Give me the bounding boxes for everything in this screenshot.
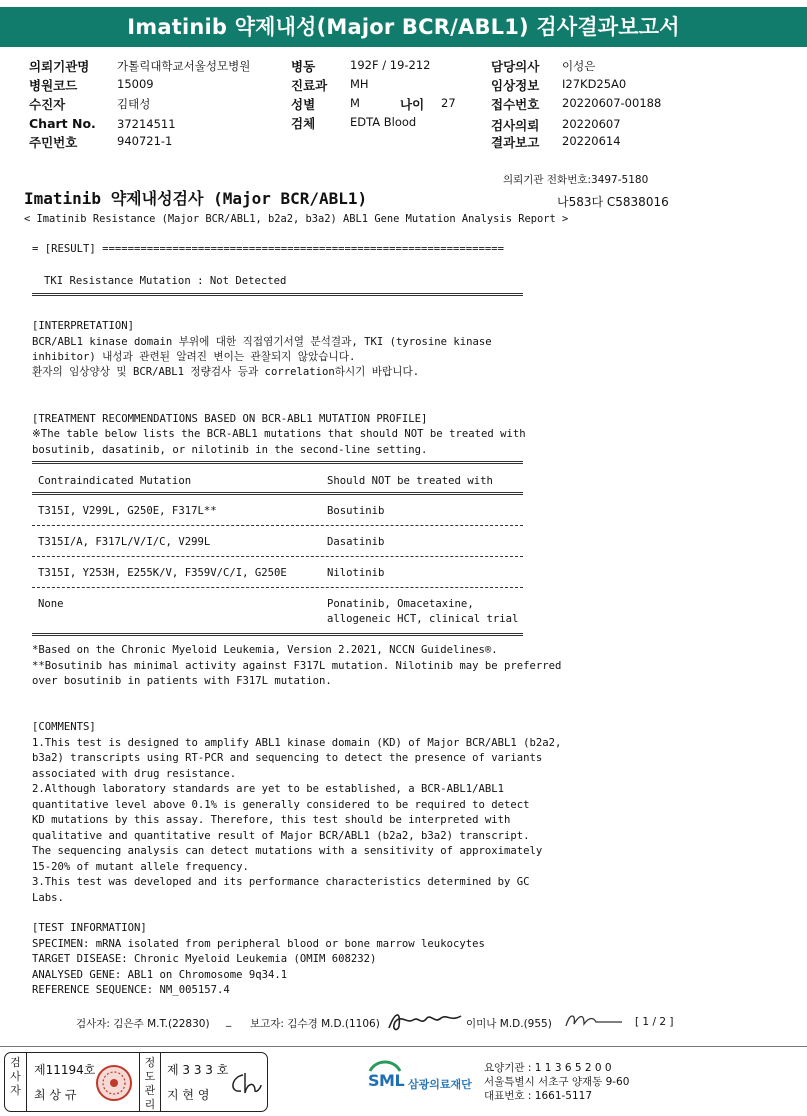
table-row-drug: Ponatinib, Omacetaxine, bbox=[327, 598, 474, 610]
comments-line: The sequencing analysis can detect mutations with a sensitivity of approximately bbox=[32, 845, 543, 857]
value-patient: 김태성 bbox=[117, 97, 151, 111]
interpretation-line: 환자의 임상양상 및 BCR/ABL1 정량검사 등과 correlation하시기 바랍니다. bbox=[32, 366, 420, 378]
treatment-note: ※The table below lists the BCR-ABL1 mutations that should NOT be treated with bbox=[32, 428, 526, 440]
table-row-drug: allogeneic HCT, clinical trial bbox=[327, 613, 519, 625]
table-row-drug: Dasatinib bbox=[327, 536, 385, 548]
footnote: **Bosutinib has minimal activity against F317L mutation. Nilotinib may be preferred bbox=[32, 660, 562, 672]
lab-info bbox=[484, 1061, 629, 1103]
third-signature: 이미나 M.D.(955) bbox=[466, 1018, 552, 1030]
value-request-date: 20220607 bbox=[562, 117, 621, 131]
label-specimen: 검체 bbox=[291, 116, 316, 131]
inspector-number: 제11194호 bbox=[34, 1063, 96, 1077]
test-info-line: REFERENCE SEQUENCE: NM_005157.4 bbox=[32, 984, 230, 996]
page-indicator: [ 1 / 2 ] bbox=[635, 1016, 674, 1028]
label-patient: 수진자 bbox=[29, 97, 66, 112]
divider bbox=[32, 587, 523, 588]
signature-dash: _ bbox=[226, 1015, 232, 1027]
report-title: Imatinib 약제내성검사 (Major BCR/ABL1) bbox=[24, 189, 368, 208]
certification-stamps bbox=[4, 1052, 268, 1112]
comments-line: Labs. bbox=[32, 892, 64, 904]
table-row-mutation: T315I/A, F317L/V/I/C, V299L bbox=[38, 536, 211, 548]
divider bbox=[32, 492, 523, 495]
value-physician: 이성은 bbox=[562, 59, 596, 73]
handwritten-signature bbox=[562, 1008, 626, 1032]
logo-text: SML bbox=[368, 1071, 405, 1090]
test-info-line: TARGET DISEASE: Chronic Myeloid Leukemia (OMIM 608232) bbox=[32, 953, 377, 965]
treatment-note: bosutinib, dasatinib, or nilotinib in the second-line setting. bbox=[32, 444, 428, 456]
divider bbox=[32, 633, 523, 636]
comments-header: [COMMENTS] bbox=[32, 721, 96, 733]
value-sex: M bbox=[350, 96, 360, 110]
label-physician: 담당의사 bbox=[491, 59, 540, 74]
label-sex: 성별 bbox=[291, 97, 316, 112]
value-age: 27 bbox=[441, 96, 456, 110]
table-header-mutation: Contraindicated Mutation bbox=[38, 475, 192, 487]
inspector-name: 최 상 규 bbox=[34, 1088, 77, 1102]
table-row-mutation: T315I, Y253H, E255K/V, F359V/C/I, G250E bbox=[38, 567, 287, 579]
logo-org: 삼광의료재단 bbox=[408, 1078, 472, 1091]
quality-label: 정도관리 bbox=[139, 1053, 161, 1111]
value-hospital-code: 15009 bbox=[117, 77, 154, 91]
test-info-header: [TEST INFORMATION] bbox=[32, 922, 147, 934]
tester-signature: 검사자: 김은주 M.T.(22830) bbox=[76, 1018, 210, 1030]
value-chart-no: 37214511 bbox=[117, 117, 176, 131]
value-report-date: 20220614 bbox=[562, 134, 621, 148]
label-department: 진료과 bbox=[291, 78, 328, 93]
comments-line: 2.Although laboratory standards are yet to be established, a BCR-ABL1/ABL1 bbox=[32, 783, 504, 795]
value-clinical-info: I27KD25A0 bbox=[562, 77, 627, 91]
table-header-drug: Should NOT be treated with bbox=[327, 475, 493, 487]
divider bbox=[32, 525, 523, 526]
label-ward: 병동 bbox=[291, 59, 316, 74]
divider bbox=[32, 461, 523, 464]
value-receipt-no: 20220607-00188 bbox=[562, 96, 662, 110]
handwritten-signature bbox=[227, 1069, 263, 1099]
label-clinical-info: 임상정보 bbox=[491, 78, 540, 93]
footer bbox=[0, 1046, 807, 1116]
label-receipt-no: 접수번호 bbox=[491, 97, 540, 112]
treatment-header: [TREATMENT RECOMMENDATIONS BASED ON BCR-ABL1 MUTATION PROFILE] bbox=[32, 413, 428, 425]
table-row-mutation: None bbox=[38, 598, 64, 610]
lab-phone: 대표번호 : 1661-5117 bbox=[484, 1090, 593, 1102]
footnote: over bosutinib in patients with F317L mutation. bbox=[32, 675, 332, 687]
interpretation-line: inhibitor) 내성과 관련된 알려진 변이는 관찰되지 않았습니다. bbox=[32, 351, 356, 363]
test-info-line: ANALYSED GENE: ABL1 on Chromosome 9q34.1 bbox=[32, 969, 288, 981]
result-header: = [RESULT] =============================================================== bbox=[32, 243, 504, 255]
interpretation-header: [INTERPRETATION] bbox=[32, 320, 135, 332]
quality-name: 지 현 영 bbox=[167, 1088, 210, 1102]
label-chart-no: Chart No. bbox=[29, 116, 96, 131]
table-row-mutation: T315I, V299L, G250E, F317L** bbox=[38, 505, 217, 517]
report-code: 나583다 C5838016 bbox=[557, 195, 669, 209]
report-banner: Imatinib 약제내성(Major BCR/ABL1) 검사결과보고서 bbox=[0, 7, 807, 47]
interpretation-line: BCR/ABL1 kinase domain 부위에 대한 직접염기서열 분석결과, TKI (tyrosine kinase bbox=[32, 336, 492, 348]
value-specimen: EDTA Blood bbox=[350, 115, 417, 129]
comments-line: qualitative and quantitative result of Major BCR/ABL1 (b2a2, b3a2) transcript. bbox=[32, 830, 530, 842]
comments-line: associated with drug resistance. bbox=[32, 768, 237, 780]
comments-line: b3a2) transcripts using RT-PCR and sequencing to detect the presence of variants bbox=[32, 752, 543, 764]
value-institution: 가톨릭대학교서울성모병원 bbox=[117, 59, 251, 73]
institution-phone: 의뢰기관 전화번호:3497-5180 bbox=[503, 174, 649, 186]
report-subtitle: < Imatinib Resistance (Major BCR/ABL1, b2a2, b3a2) ABL1 Gene Mutation Analysis Report > bbox=[24, 213, 569, 225]
handwritten-signature bbox=[385, 1006, 465, 1036]
patient-info bbox=[0, 55, 807, 155]
label-age: 나이 bbox=[400, 97, 425, 112]
test-info-line: SPECIMEN: mRNA isolated from peripheral blood or bone marrow leukocytes bbox=[32, 938, 485, 950]
red-seal-icon bbox=[94, 1063, 134, 1103]
reporter-signature: 보고자: 김수경 M.D.(1106) bbox=[250, 1018, 380, 1030]
inspector-label: 검사자 bbox=[5, 1053, 27, 1111]
label-report-date: 결과보고 bbox=[491, 135, 540, 150]
comments-line: 15-20% of mutant allele frequency. bbox=[32, 861, 249, 873]
comments-line: KD mutations by this assay. Therefore, this test should be interpreted with bbox=[32, 814, 511, 826]
comments-line: quantitative level above 0.1% is generally considered to be required to detect bbox=[32, 799, 530, 811]
comments-line: 3.This test was developed and its performance characteristics determined by GC bbox=[32, 876, 530, 888]
result-line: TKI Resistance Mutation : Not Detected bbox=[44, 275, 287, 287]
table-row-drug: Bosutinib bbox=[327, 505, 385, 517]
divider bbox=[32, 293, 523, 296]
label-hospital-code: 병원코드 bbox=[29, 78, 78, 93]
divider bbox=[32, 556, 523, 557]
quality-number: 제 3 3 3 호 bbox=[167, 1063, 229, 1077]
table-row-drug: Nilotinib bbox=[327, 567, 385, 579]
sml-logo bbox=[368, 1059, 478, 1099]
label-institution: 의뢰기관명 bbox=[29, 59, 90, 74]
lab-address: 서울특별시 서초구 양재동 9-60 bbox=[484, 1076, 630, 1088]
agency-code: 요양기관 : 1 1 3 6 5 2 0 0 bbox=[484, 1062, 612, 1074]
signature-row bbox=[0, 1012, 807, 1034]
value-department: MH bbox=[350, 77, 369, 91]
label-request-date: 검사의뢰 bbox=[491, 118, 540, 133]
value-resident-no: 940721-1 bbox=[117, 134, 173, 148]
value-ward: 192F / 19-212 bbox=[350, 58, 431, 72]
label-resident-no: 주민번호 bbox=[29, 135, 78, 150]
comments-line: 1.This test is designed to amplify ABL1 kinase domain (KD) of Major BCR/ABL1 (b2a2, bbox=[32, 737, 562, 749]
footnote: *Based on the Chronic Myeloid Leukemia, Version 2.2021, NCCN Guidelines®. bbox=[32, 644, 498, 656]
